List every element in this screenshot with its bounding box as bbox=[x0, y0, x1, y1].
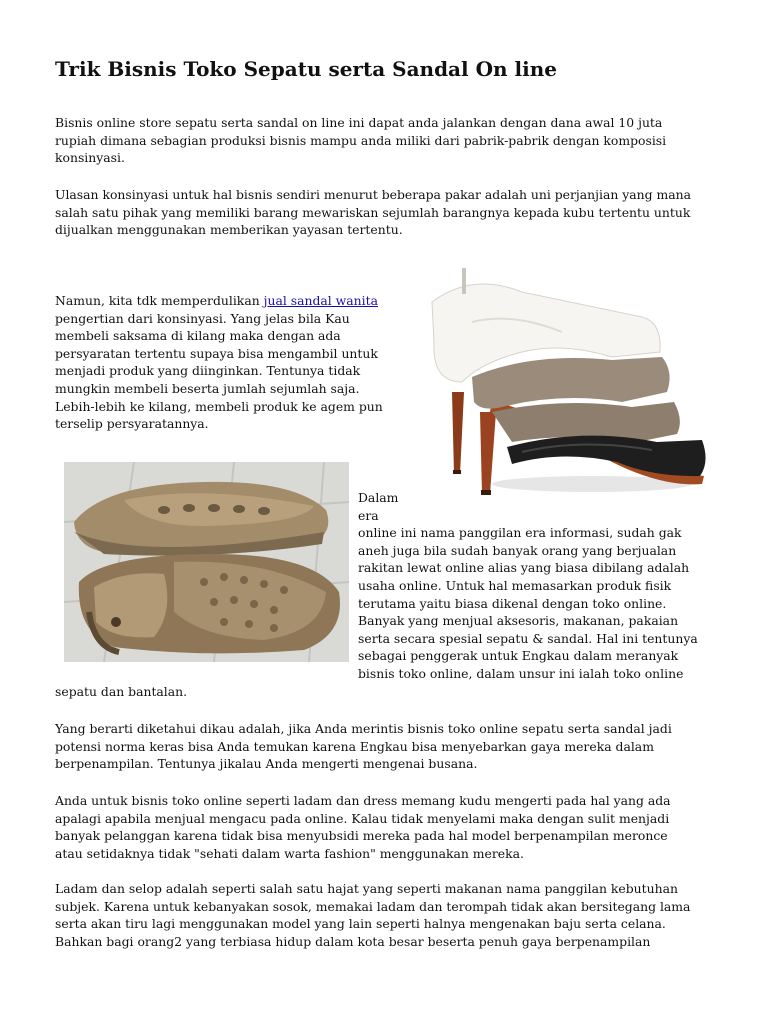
text-line: terutama yaitu biasa dikenal dengan toko online. bbox=[358, 595, 667, 611]
text-line: terselip persyaratannya. bbox=[55, 416, 209, 432]
text-line: aneh juga bila sudah banyak orang yang berjualan bbox=[358, 542, 677, 558]
paragraph-1 bbox=[55, 114, 666, 167]
text-line: apalagi apabila menjual mengacu pada online. Kalau tidak menyelami maka dengan sulit menjadi bbox=[55, 810, 670, 826]
text-line: atau setidaknya tidak "sehati dalam warta fashion" menggunakan mereka. bbox=[55, 845, 524, 861]
text-line: rakitan lewat online alias yang biasa dibilang adalah bbox=[358, 560, 690, 576]
article-title: Trik Bisnis Toko Sepatu serta Sandal On line bbox=[55, 57, 557, 81]
text-line: online ini nama panggilan era informasi, sudah gak bbox=[358, 525, 682, 541]
text-line: subjek. Karena untuk kebanyakan sosok, memakai ladam dan terompah tidak akan bersitegang lama bbox=[55, 898, 691, 914]
paragraph-3 bbox=[55, 292, 383, 433]
text-line: usaha online. Untuk hal memasarkan produk fisik bbox=[358, 577, 672, 593]
paragraph-6 bbox=[55, 792, 671, 862]
text-line: Namun, kita tdk memperdulikan bbox=[55, 293, 264, 308]
text-line: banyak pelanggan karena tidak bisa menyubsidi mereka pada hal model berpenampilan meronce bbox=[55, 828, 668, 844]
text-line: Bisnis online store sepatu serta sandal on line ini dapat anda jalankan dengan dana awal 10 juta bbox=[55, 115, 663, 130]
text-line: menjadi produk yang diinginkan. Tentunya tidak bbox=[55, 363, 361, 379]
text-line: serta secara spesial sepatu & sandal. Hal ini tentunya bbox=[358, 630, 698, 646]
text-line: serta akan tiru lagi menggunakan model yang lain seperti halnya mengenakan baju serta celana. bbox=[55, 916, 666, 932]
text-line: Ladam dan selop adalah seperti salah satu hajat yang seperti makanan nama panggilan kebutuhan bbox=[55, 881, 678, 896]
text-line: sebagai penggerak untuk Engkau dalam meranyak bbox=[358, 648, 679, 664]
text-line: salah satu pihak yang memiliki barang mewariskan sejumlah barangnya kepada kubu tertentu untuk bbox=[55, 204, 691, 220]
text-line: Banyak yang menjual aksesoris, makanan, pakaian bbox=[358, 613, 679, 629]
paragraph-4 bbox=[358, 489, 698, 683]
text-line: Dalam bbox=[358, 490, 399, 505]
text-line: Lebih-lebih ke kilang, membeli produk ke agem pun bbox=[55, 398, 383, 414]
paragraph-2 bbox=[55, 186, 691, 239]
text-line: Yang berarti diketahui dikau adalah, jika Anda merintis bisnis toko online sepatu serta sandal jadi bbox=[55, 721, 672, 736]
paragraph-7 bbox=[55, 880, 690, 950]
text-line: mungkin membeli beserta jumlah sejumlah saja. bbox=[55, 380, 360, 396]
text-line: bisnis toko online, dalam unsur ini ialah toko online bbox=[358, 665, 684, 681]
text-line: rupiah dimana sebagian produksi bisnis mampu anda miliki dari pabrik-pabrik dengan komposisi bbox=[55, 132, 667, 148]
text-line: pengertian dari konsinyasi. Yang jelas bila Kau bbox=[55, 310, 350, 326]
text-line: era bbox=[358, 507, 379, 523]
high-heel-sandal-image bbox=[412, 262, 710, 502]
text-line: berpenampilan. Tentunya jikalau Anda mengerti mengenai busana. bbox=[55, 756, 478, 772]
text-line: sepatu dan bantalan. bbox=[55, 684, 188, 699]
text-line: konsinyasi. bbox=[55, 150, 125, 166]
clog-shoes-image bbox=[64, 462, 349, 662]
text-line: dijualkan menggunakan memberikan yayasan tertentu. bbox=[55, 222, 403, 238]
text-line: potensi norma keras bisa Anda temukan karena Engkau bisa menyebarkan gaya mereka dalam bbox=[55, 738, 654, 754]
text-line: Bahkan bagi orang2 yang terbiasa hidup dalam kota besar beserta penuh gaya berpenampilan bbox=[55, 933, 651, 949]
paragraph-4-tail bbox=[55, 683, 187, 701]
text-line: Ulasan konsinyasi untuk hal bisnis sendiri menurut beberapa pakar adalah uni perjanjian yang mana bbox=[55, 187, 691, 202]
jual-sandal-wanita-link[interactable]: jual sandal wanita bbox=[263, 293, 378, 308]
text-line: membeli saksama di kilang maka dengan ada bbox=[55, 328, 341, 344]
text-line: Anda untuk bisnis toko online seperti ladam dan dress memang kudu mengerti pada hal yang ada bbox=[55, 793, 671, 808]
paragraph-5 bbox=[55, 720, 672, 773]
text-line: persyaratan tertentu supaya bisa mengambil untuk bbox=[55, 345, 378, 361]
